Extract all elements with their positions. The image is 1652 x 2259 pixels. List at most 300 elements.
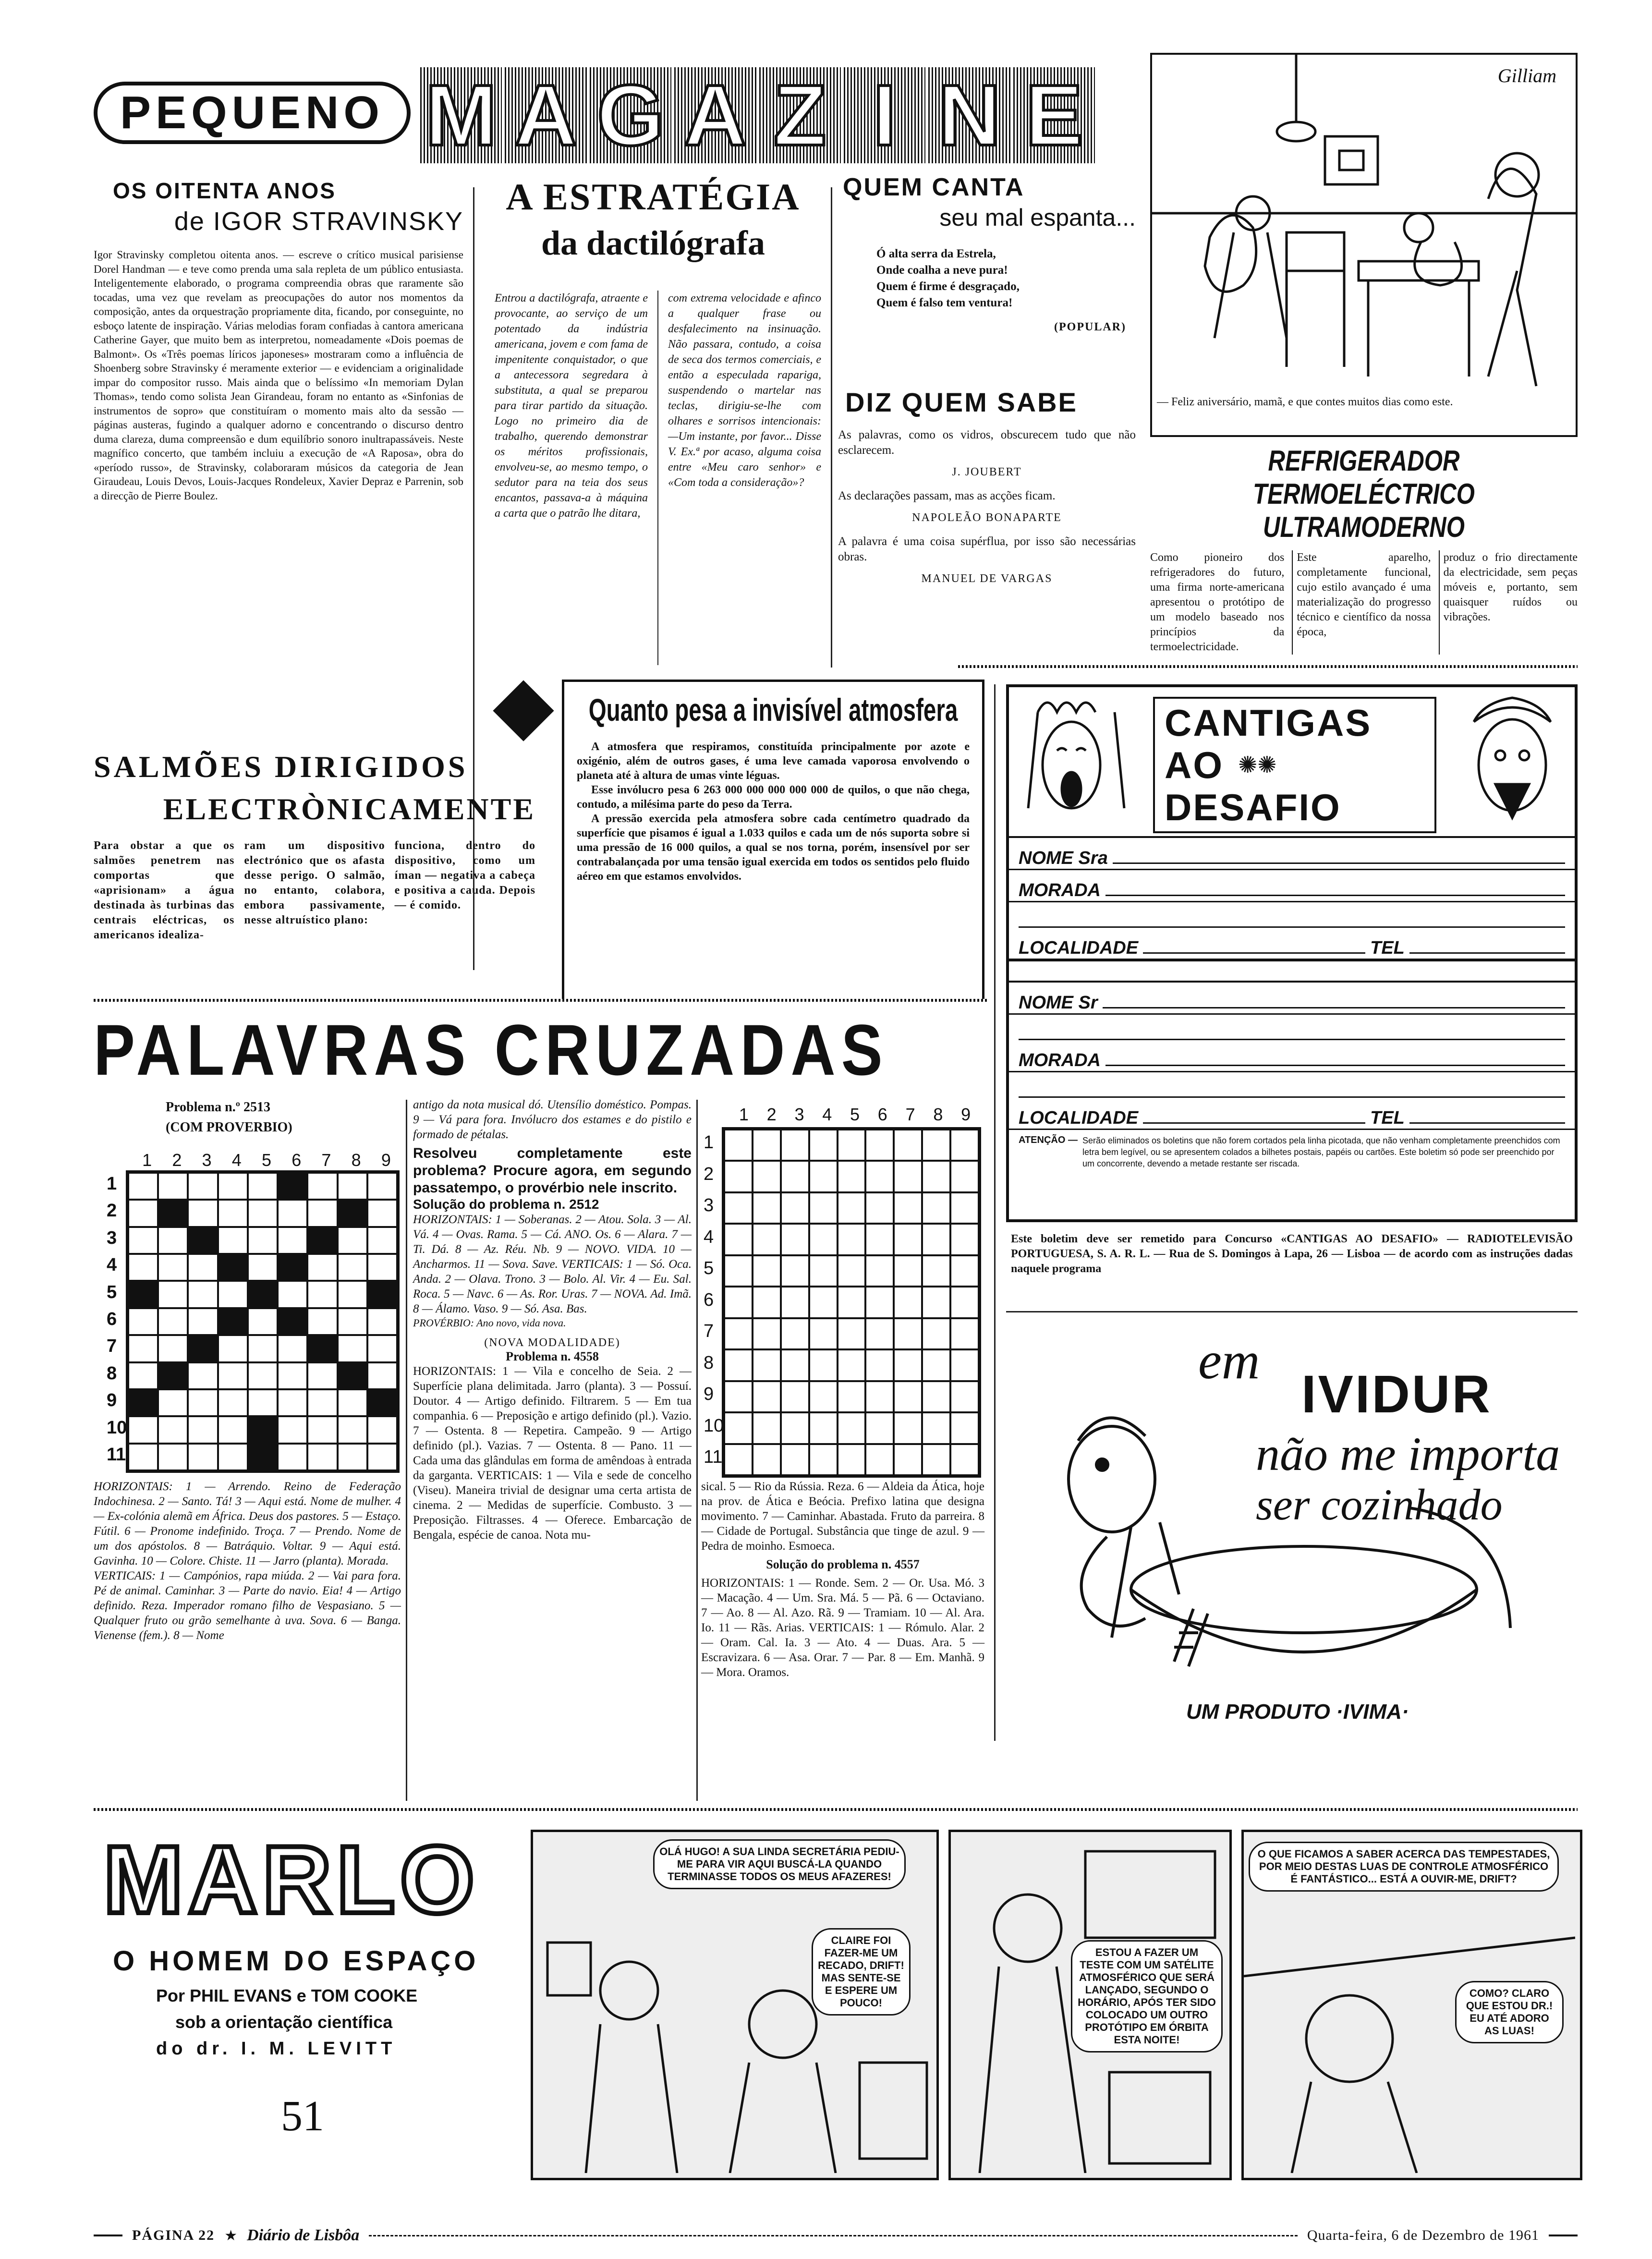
crossword-cell[interactable]	[188, 1227, 218, 1254]
crossword-cell[interactable]	[248, 1416, 278, 1443]
crossword-cell[interactable]	[367, 1416, 397, 1443]
crossword-cell[interactable]	[367, 1173, 397, 1200]
crossword-cell[interactable]	[367, 1281, 397, 1308]
crossword-cell[interactable]	[307, 1308, 337, 1335]
crossword-2513-grid[interactable]	[126, 1170, 400, 1473]
crossword-cell[interactable]	[753, 1224, 781, 1255]
crossword-cell[interactable]	[838, 1130, 866, 1161]
crossword-cell[interactable]	[781, 1287, 809, 1318]
row-number: 2	[704, 1164, 714, 1184]
crossword-cell[interactable]	[218, 1200, 248, 1227]
localidade-2-field[interactable]	[1143, 1120, 1365, 1124]
crossword-cell[interactable]	[838, 1255, 866, 1287]
separator-line	[94, 999, 987, 1002]
crossword-cell[interactable]	[894, 1287, 922, 1318]
crossword-cell[interactable]	[950, 1412, 979, 1444]
column-rule	[406, 1100, 407, 1801]
crossword-cell[interactable]	[158, 1254, 188, 1281]
column-rule	[657, 291, 658, 665]
cartoon-signature: Gilliam	[1497, 65, 1556, 86]
crossword-cell[interactable]	[248, 1389, 278, 1416]
quote-1: As palavras, como os vidros, obscurecem tudo que não esclarecem.	[838, 428, 1136, 457]
crossword-cell[interactable]	[865, 1381, 894, 1412]
col-number: 5	[850, 1105, 860, 1124]
solucao-2512-text: HORIZONTAIS: 1 — Soberanas. 2 — Atou. Sola. 3 — Al. Vá. 4 — Ovas. Rama. 5 — Cá. ANO. Os. 6 — Alara. 7 — Ti. Dá. 8 — Az. Réu. Nb. 9 — NOVO. VIDA. 10 — Ancharmos. 11 — Sova. Save. VERTICAIS: 1 — Só. Oca. Anda. 2 — Olava. Trono. 3 — Bolo. Al. Vir. 4 — Eu. Sal. Roca. 5 — Navc. 6 — As. Ror. Uras. 7 — NOVA. Ad. Imã. 8 — Álamo. Vaso. 9 — Só. Asa. Bas.	[413, 1213, 692, 1315]
crossword-cell[interactable]	[894, 1224, 922, 1255]
crossword-cell[interactable]	[128, 1227, 158, 1254]
crossword-cell[interactable]	[307, 1362, 337, 1389]
magazine-letter: M	[420, 67, 502, 163]
crossword-cell[interactable]	[922, 1161, 950, 1192]
crossword-cell[interactable]	[781, 1412, 809, 1444]
crossword-cell[interactable]	[278, 1416, 307, 1443]
crossword-cell[interactable]	[781, 1349, 809, 1381]
crossword-cell[interactable]	[753, 1287, 781, 1318]
crossword-cell[interactable]	[367, 1444, 397, 1470]
morada-1-field[interactable]	[1105, 893, 1565, 896]
stravinsky-title-line1: OS OITENTA ANOS	[113, 178, 336, 203]
crossword-cell[interactable]	[367, 1227, 397, 1254]
crossword-cell[interactable]	[248, 1254, 278, 1281]
crossword-cell[interactable]	[950, 1161, 979, 1192]
crossword-cell[interactable]	[950, 1444, 979, 1475]
crossword-cell[interactable]	[338, 1389, 367, 1416]
crossword-cell[interactable]	[338, 1444, 367, 1470]
crossword-cell[interactable]	[338, 1308, 367, 1335]
crossword-cell[interactable]	[307, 1416, 337, 1443]
crossword-cell[interactable]	[218, 1444, 248, 1470]
crossword-cell[interactable]	[128, 1308, 158, 1335]
crossword-cell[interactable]	[950, 1349, 979, 1381]
crossword-cell[interactable]	[158, 1281, 188, 1308]
crossword-cell[interactable]	[307, 1227, 337, 1254]
crossword-cell[interactable]	[218, 1362, 248, 1389]
crossword-cell[interactable]	[278, 1200, 307, 1227]
crossword-cell[interactable]	[922, 1444, 950, 1475]
crossword-cell[interactable]	[950, 1255, 979, 1287]
localidade-1-row	[1009, 928, 1575, 961]
crossword-cell[interactable]	[865, 1318, 894, 1349]
crossword-cell[interactable]	[158, 1389, 188, 1416]
crossword-cell[interactable]	[950, 1192, 979, 1224]
quem-canta-title-line2: seu mal espanta...	[939, 204, 1136, 231]
crossword-cell[interactable]	[158, 1362, 188, 1389]
crossword-4558-row-numbers	[704, 1127, 723, 1473]
crossword-cell[interactable]	[158, 1200, 188, 1227]
crossword-cell[interactable]	[838, 1287, 866, 1318]
crossword-cell[interactable]	[188, 1281, 218, 1308]
crossword-cell[interactable]	[158, 1416, 188, 1443]
crossword-cell[interactable]	[809, 1349, 838, 1381]
salmoes-title-line1: SALMÕES DIRIGIDOS	[94, 750, 468, 784]
crossword-cell[interactable]	[158, 1227, 188, 1254]
footer-paper: Diário de Lisbôa	[247, 2226, 360, 2244]
crossword-cell[interactable]	[338, 1173, 367, 1200]
crossword-cell[interactable]	[278, 1308, 307, 1335]
atmosfera-p1: A atmosfera que respiramos, constituída principalmente por azote e oxigénio, além de outros gases, é uma leve camada vaporosa envolvendo o planeta até à altura de umas vinte léguas.	[577, 741, 970, 782]
crossword-cell[interactable]	[724, 1192, 753, 1224]
column-rule	[696, 1100, 698, 1801]
crossword-cell[interactable]	[278, 1362, 307, 1389]
crossword-cell[interactable]	[809, 1192, 838, 1224]
cantigas-title-line1: CANTIGAS	[1165, 702, 1372, 744]
magazine-letter: I	[844, 67, 925, 163]
salmoes-col2: ram um dispositivo electrónico que os afasta desse perigo. O salmão, no entanto, colabora, embora passivamente, nesse altruístico plano:	[244, 839, 385, 926]
morada-1-label: MORADA	[1019, 880, 1101, 900]
marlo-subtitle: O HOMEM DO ESPAÇO	[113, 1945, 479, 1977]
row-number: 1	[107, 1174, 117, 1194]
crossword-cell[interactable]	[128, 1173, 158, 1200]
nome-sr-extra-row[interactable]	[1019, 1015, 1565, 1040]
crossword-cell[interactable]	[338, 1416, 367, 1443]
salmoes-col3: funciona, dentro do dispositivo, como um íman — negativa a cabeça e positiva a cauda. Depois — é comido.	[394, 839, 535, 911]
crossword-cell[interactable]	[753, 1192, 781, 1224]
crossword-cell[interactable]	[865, 1130, 894, 1161]
footer-page: PÁGINA 22	[132, 2227, 215, 2243]
marlo-orientacao: sob a orientação científica	[175, 2012, 393, 2032]
crossword-cell[interactable]	[950, 1287, 979, 1318]
cantigas-title	[1153, 697, 1436, 833]
col-number: 6	[877, 1105, 887, 1124]
crossword-cell[interactable]	[724, 1318, 753, 1349]
form-gap	[1009, 961, 1575, 981]
morada-2-field[interactable]	[1105, 1063, 1565, 1066]
crossword-cell[interactable]	[278, 1281, 307, 1308]
quote-3-author: MANUEL DE VARGAS	[921, 572, 1053, 585]
crossword-cell[interactable]	[338, 1200, 367, 1227]
crossword-cell[interactable]	[338, 1335, 367, 1362]
crossword-cell[interactable]	[278, 1335, 307, 1362]
page-footer	[94, 2223, 1578, 2247]
col-number: 5	[261, 1150, 271, 1170]
crossword-cell[interactable]	[278, 1173, 307, 1200]
crossword-cell[interactable]	[307, 1254, 337, 1281]
refrigerador-col2: Este aparelho, completamente funcional, cujo estilo avançado é uma materialização do progresso técnico e científico da nossa época,	[1292, 550, 1431, 655]
strip-number: 51	[281, 2092, 324, 2140]
crossword-cell[interactable]	[724, 1224, 753, 1255]
footer-dash	[1549, 2235, 1578, 2236]
magazine-letter: A	[674, 67, 756, 163]
crossword-cell[interactable]	[922, 1224, 950, 1255]
cantigas-form	[1006, 684, 1578, 1222]
speech-bubble: CLAIRE FOI FAZER-ME UM RECADO, DRIFT! MAS SENTE-SE E ESPERE UM POUCO!	[812, 1928, 911, 2016]
verse-line: Quem é firme é desgraçado,	[876, 280, 1020, 293]
crossword-cell[interactable]	[809, 1381, 838, 1412]
col-number: 8	[351, 1150, 361, 1170]
pequeno-badge	[94, 82, 411, 144]
crossword-cell[interactable]	[894, 1192, 922, 1224]
crossword-cell[interactable]	[922, 1349, 950, 1381]
crossword-cell[interactable]	[724, 1349, 753, 1381]
crossword-cell[interactable]	[865, 1349, 894, 1381]
crossword-cell[interactable]	[894, 1381, 922, 1412]
crossword-cell[interactable]	[809, 1161, 838, 1192]
diamond-ornament	[493, 680, 554, 741]
crossword-cell[interactable]	[338, 1362, 367, 1389]
crossword-cell[interactable]	[188, 1416, 218, 1443]
crossword-cell[interactable]	[838, 1224, 866, 1255]
col-number: 2	[766, 1105, 777, 1124]
crossword-cell[interactable]	[338, 1281, 367, 1308]
salmoes-columns	[94, 838, 535, 943]
crossword-cell[interactable]	[248, 1362, 278, 1389]
crossword-cell[interactable]	[724, 1444, 753, 1475]
crossword-cell[interactable]	[724, 1255, 753, 1287]
crossword-cell[interactable]	[188, 1335, 218, 1362]
crossword-cell[interactable]	[338, 1227, 367, 1254]
crossword-cell[interactable]	[724, 1287, 753, 1318]
localidade-2-row	[1009, 1098, 1575, 1130]
cantigas-footer: Este boletim deve ser remetido para Concurso «CANTIGAS AO DESAFIO» — RADIOTELEVISÃO PORTUGUESA, S. A. R. L. — Rua de S. Domingos à Lapa, 26 — Lisboa — de acordo com as instruções dadas naquele programa	[1011, 1233, 1573, 1275]
masthead	[94, 67, 1095, 163]
comic-panel-1	[531, 1830, 939, 2180]
crossword-cell[interactable]	[865, 1161, 894, 1192]
crossword-cell[interactable]	[188, 1444, 218, 1470]
crossword-cell[interactable]	[753, 1130, 781, 1161]
diz-quem-sabe-box	[838, 387, 1136, 585]
crossword-cell[interactable]	[865, 1412, 894, 1444]
crossword-cell[interactable]	[922, 1381, 950, 1412]
crossword-cell[interactable]	[950, 1130, 979, 1161]
crossword-cell[interactable]	[753, 1161, 781, 1192]
refrigerador-article	[1150, 444, 1578, 655]
crossword-cell[interactable]	[338, 1254, 367, 1281]
ividur-ad	[1006, 1321, 1578, 1743]
crossword-cell[interactable]	[781, 1444, 809, 1475]
nome-sr-field[interactable]	[1103, 1005, 1565, 1008]
crossword-cell[interactable]	[218, 1335, 248, 1362]
crossword-cell[interactable]	[367, 1254, 397, 1281]
problema-2513-label: Problema n.º 2513	[166, 1100, 270, 1115]
crossword-cell[interactable]	[753, 1412, 781, 1444]
crossword-cell[interactable]	[753, 1444, 781, 1475]
crossword-cell[interactable]	[128, 1200, 158, 1227]
row-number: 6	[704, 1289, 714, 1310]
crossword-cell[interactable]	[128, 1416, 158, 1443]
verse-line: Onde coalha a neve pura!	[876, 264, 1008, 277]
crossword-cell[interactable]	[128, 1281, 158, 1308]
crossword-cell[interactable]	[248, 1308, 278, 1335]
crossword-cell[interactable]	[865, 1192, 894, 1224]
crossword-cell[interactable]	[809, 1130, 838, 1161]
crossword-cell[interactable]	[809, 1224, 838, 1255]
solucao-4557-text: HORIZONTAIS: 1 — Ronde. Sem. 2 — Or. Usa. Mó. 3 — Macação. 4 — Um. Sra. Má. 5 — Pã. 6 — Octaviano. 7 — Ao. 8 — Al. Azo. Rã. 9 — Tramiam. 10 — Al. Ara. Io. 11 — Rãs. Arias. VERTICAIS: 1 — Rómulo. Alar. 2 — Oram. Cal. Ia. 3 — Ato. 4 — Duas. Ara. 5 — Escravizara. 6 — Asa. Orar. 7 — Par. 8 — Em. Manhã. 9 — Mora. Oramos.	[701, 1577, 984, 1679]
estrategia-col2: com extrema velocidade e afinco a qualquer frase ou desfalecimento na insinuação. Não passara, contudo, a coisa de seca dos termos comerciais, e então a especulada rapariga, suspendendo o martelar nas teclas, dirigiu-se-lhe com olhares e sorrisos intencionais: —Um instante, por favor... Disse V. Ex.ª por acaso, alguma coisa entre «Meu caro senhor» e «Com toda a consideração»?	[668, 292, 821, 489]
crossword-cell[interactable]	[307, 1335, 337, 1362]
crossword-cell[interactable]	[188, 1308, 218, 1335]
crossword-cell[interactable]	[838, 1349, 866, 1381]
crossword-cell[interactable]	[922, 1318, 950, 1349]
nome-sra-field[interactable]	[1113, 861, 1565, 864]
refrigerador-title-line2: ULTRAMODERNO	[1263, 511, 1465, 543]
crossword-cell[interactable]	[278, 1389, 307, 1416]
crossword-cell[interactable]	[753, 1349, 781, 1381]
crossword-cell[interactable]	[367, 1335, 397, 1362]
magazine-letter: Z	[759, 67, 841, 163]
speech-bubble: ESTOU A FAZER UM TESTE COM UM SATÉLITE ATMOSFÉRICO QUE SERÁ LANÇADO, SEGUNDO O HORÁRIO, APÓS TER SIDO COLOCADO UM OUTRO PROTÓTIPO EM ÓRBITA ESTA NOITE!	[1071, 1940, 1223, 2053]
separator-line	[958, 665, 1578, 668]
crossword-cell[interactable]	[809, 1255, 838, 1287]
crossword-cell[interactable]	[865, 1255, 894, 1287]
crossword-cell[interactable]	[218, 1281, 248, 1308]
stravinsky-article	[94, 178, 463, 503]
crossword-cell[interactable]	[724, 1412, 753, 1444]
col-number: 8	[933, 1105, 943, 1124]
crossword-cell[interactable]	[248, 1227, 278, 1254]
speech-bubble: OLÁ HUGO! A SUA LINDA SECRETÁRIA PEDIU-ME PARA VIR AQUI BUSCÁ-LA QUANDO TERMINASSE TODOS OS MEUS AFAZERES!	[653, 1839, 906, 1889]
crossword-cell[interactable]	[809, 1412, 838, 1444]
crossword-cell[interactable]	[248, 1335, 278, 1362]
crossword-cell[interactable]	[950, 1318, 979, 1349]
crossword-cell[interactable]	[781, 1255, 809, 1287]
crossword-cell[interactable]	[248, 1173, 278, 1200]
crossword-cell[interactable]	[894, 1161, 922, 1192]
crossword-cell[interactable]	[278, 1254, 307, 1281]
crossword-cell[interactable]	[248, 1200, 278, 1227]
right-text: sical. 5 — Rio da Rússia. Reza. 6 — Aldeia da Ática, hoje na prov. de Ática e Beócia. Prefixo latina que designa movimento. 7 — Caminhar. Abastada. Fruto da parreira. 8 — Cidade de Portugal. Substância que tinge de azul. 9 — Pedra de moinho. Esmoeca.	[701, 1480, 984, 1553]
ividur-slogan-line2: ser cozinhado	[1256, 1480, 1503, 1529]
crossword-cell[interactable]	[950, 1381, 979, 1412]
crossword-cell[interactable]	[838, 1192, 866, 1224]
crossword-cell[interactable]	[248, 1444, 278, 1470]
column-rule	[831, 187, 832, 668]
crossword-cell[interactable]	[838, 1161, 866, 1192]
refrigerador-columns	[1150, 550, 1578, 655]
crossword-cell[interactable]	[781, 1192, 809, 1224]
crossword-cell[interactable]	[894, 1412, 922, 1444]
crossword-cell[interactable]	[218, 1308, 248, 1335]
tel-1-field[interactable]	[1409, 950, 1565, 954]
crossword-cell[interactable]	[218, 1389, 248, 1416]
crossword-cell[interactable]	[809, 1287, 838, 1318]
crossword-cell[interactable]	[158, 1173, 188, 1200]
crossword-cell[interactable]	[307, 1389, 337, 1416]
crossword-cell[interactable]	[894, 1318, 922, 1349]
crossword-cell[interactable]	[307, 1444, 337, 1470]
crossword-cell[interactable]	[781, 1224, 809, 1255]
crossword-cell[interactable]	[781, 1161, 809, 1192]
crossword-cell[interactable]	[865, 1287, 894, 1318]
crossword-cell[interactable]	[367, 1389, 397, 1416]
footer-rule	[369, 2235, 1298, 2236]
crossword-cell[interactable]	[894, 1349, 922, 1381]
crossword-cell[interactable]	[307, 1173, 337, 1200]
crossword-cell[interactable]	[838, 1444, 866, 1475]
tel-2-field[interactable]	[1409, 1120, 1565, 1124]
crossword-cell[interactable]	[724, 1161, 753, 1192]
crossword-cell[interactable]	[248, 1281, 278, 1308]
crossword-cell[interactable]	[950, 1224, 979, 1255]
crossword-cell[interactable]	[218, 1254, 248, 1281]
crossword-cell[interactable]	[218, 1227, 248, 1254]
crossword-cell[interactable]	[894, 1444, 922, 1475]
col-number: 7	[321, 1150, 331, 1170]
crossword-cell[interactable]	[218, 1416, 248, 1443]
crossword-cell[interactable]	[188, 1362, 218, 1389]
crossword-cell[interactable]	[128, 1362, 158, 1389]
crossword-cell[interactable]	[724, 1130, 753, 1161]
col-number: 4	[822, 1105, 832, 1124]
cantigas-title-line3: DESAFIO	[1165, 786, 1341, 828]
crossword-cell[interactable]	[809, 1318, 838, 1349]
crossword-cell[interactable]	[781, 1130, 809, 1161]
crossword-cell[interactable]	[781, 1381, 809, 1412]
crossword-cell[interactable]	[188, 1254, 218, 1281]
crossword-cell[interactable]	[128, 1389, 158, 1416]
separator-line	[1006, 1311, 1578, 1312]
crossword-cell[interactable]	[753, 1318, 781, 1349]
morada-1-extra-row[interactable]	[1019, 902, 1565, 928]
atencao-text: Serão eliminados os boletins que não forem cortados pela linha picotada, que não venham completamente preenchidos com letra bem legível, ou se apresentem colados a bilhetes postais, papéis ou cartões. Este boletim só pode ser preenchido por um concorrente, devendo a metade restante ser riscada.	[1082, 1136, 1560, 1168]
crossword-cell[interactable]	[158, 1335, 188, 1362]
crossword-cell[interactable]	[922, 1287, 950, 1318]
crossword-cell[interactable]	[307, 1200, 337, 1227]
crossword-cell[interactable]	[838, 1318, 866, 1349]
crossword-cell[interactable]	[865, 1224, 894, 1255]
crossword-cell[interactable]	[188, 1173, 218, 1200]
crossword-cell[interactable]	[838, 1412, 866, 1444]
row-number: 7	[704, 1321, 714, 1341]
col-number: 3	[202, 1150, 212, 1170]
crossword-cell[interactable]	[753, 1381, 781, 1412]
crossword-cell[interactable]	[188, 1200, 218, 1227]
nome-sr-row	[1009, 981, 1575, 1015]
crossword-cell[interactable]	[894, 1255, 922, 1287]
crossword-cell[interactable]	[838, 1381, 866, 1412]
crossword-cell[interactable]	[128, 1444, 158, 1470]
crossword-cell[interactable]	[158, 1308, 188, 1335]
crossword-cell[interactable]	[158, 1444, 188, 1470]
crossword-cell[interactable]	[218, 1173, 248, 1200]
crossword-cell[interactable]	[865, 1444, 894, 1475]
morada-1-row	[1009, 870, 1575, 902]
crossword-cell[interactable]	[367, 1308, 397, 1335]
proverbio-label: (COM PROVERBIO)	[166, 1120, 292, 1135]
crossword-cell[interactable]	[922, 1192, 950, 1224]
col-number: 4	[231, 1150, 242, 1170]
crossword-4558-grid[interactable]	[722, 1127, 981, 1478]
magazine-letter: N	[928, 67, 1010, 163]
verse-line: Ó alta serra da Estrela,	[876, 247, 996, 260]
crossword-cell[interactable]	[307, 1281, 337, 1308]
crossword-cell[interactable]	[278, 1227, 307, 1254]
crossword-cell[interactable]	[278, 1444, 307, 1470]
marlo-title: MARLO	[103, 1826, 480, 1933]
crossword-cell[interactable]	[367, 1362, 397, 1389]
crossword-cell[interactable]	[128, 1335, 158, 1362]
crossword-2513-row-numbers	[107, 1170, 126, 1468]
crossword-cell[interactable]	[128, 1254, 158, 1281]
crossword-cell[interactable]	[894, 1130, 922, 1161]
crossword-cell[interactable]	[809, 1444, 838, 1475]
row-number: 5	[107, 1282, 117, 1302]
comic-panel-2	[948, 1830, 1232, 2180]
salmoes-title-line2: ELECTRÒNICAMENTE	[163, 792, 535, 826]
crossword-cell[interactable]	[724, 1381, 753, 1412]
mid-top-text: antigo da nota musical dó. Utensílio doméstico. Pompas. 9 — Vá para fora. Invólucro dos estames e do pistilo e formado de pétalas.	[413, 1098, 692, 1141]
morada-2-extra-row[interactable]	[1019, 1072, 1565, 1098]
crossword-cell[interactable]	[922, 1412, 950, 1444]
crossword-cell[interactable]	[753, 1255, 781, 1287]
crossword-cell[interactable]	[922, 1255, 950, 1287]
crossword-cell[interactable]	[367, 1200, 397, 1227]
atencao-row	[1009, 1130, 1575, 1174]
crossword-cell[interactable]	[922, 1130, 950, 1161]
localidade-1-field[interactable]	[1143, 950, 1365, 954]
crossword-cell[interactable]	[188, 1389, 218, 1416]
row-number: 11	[107, 1444, 126, 1465]
crossword-cell[interactable]	[781, 1318, 809, 1349]
